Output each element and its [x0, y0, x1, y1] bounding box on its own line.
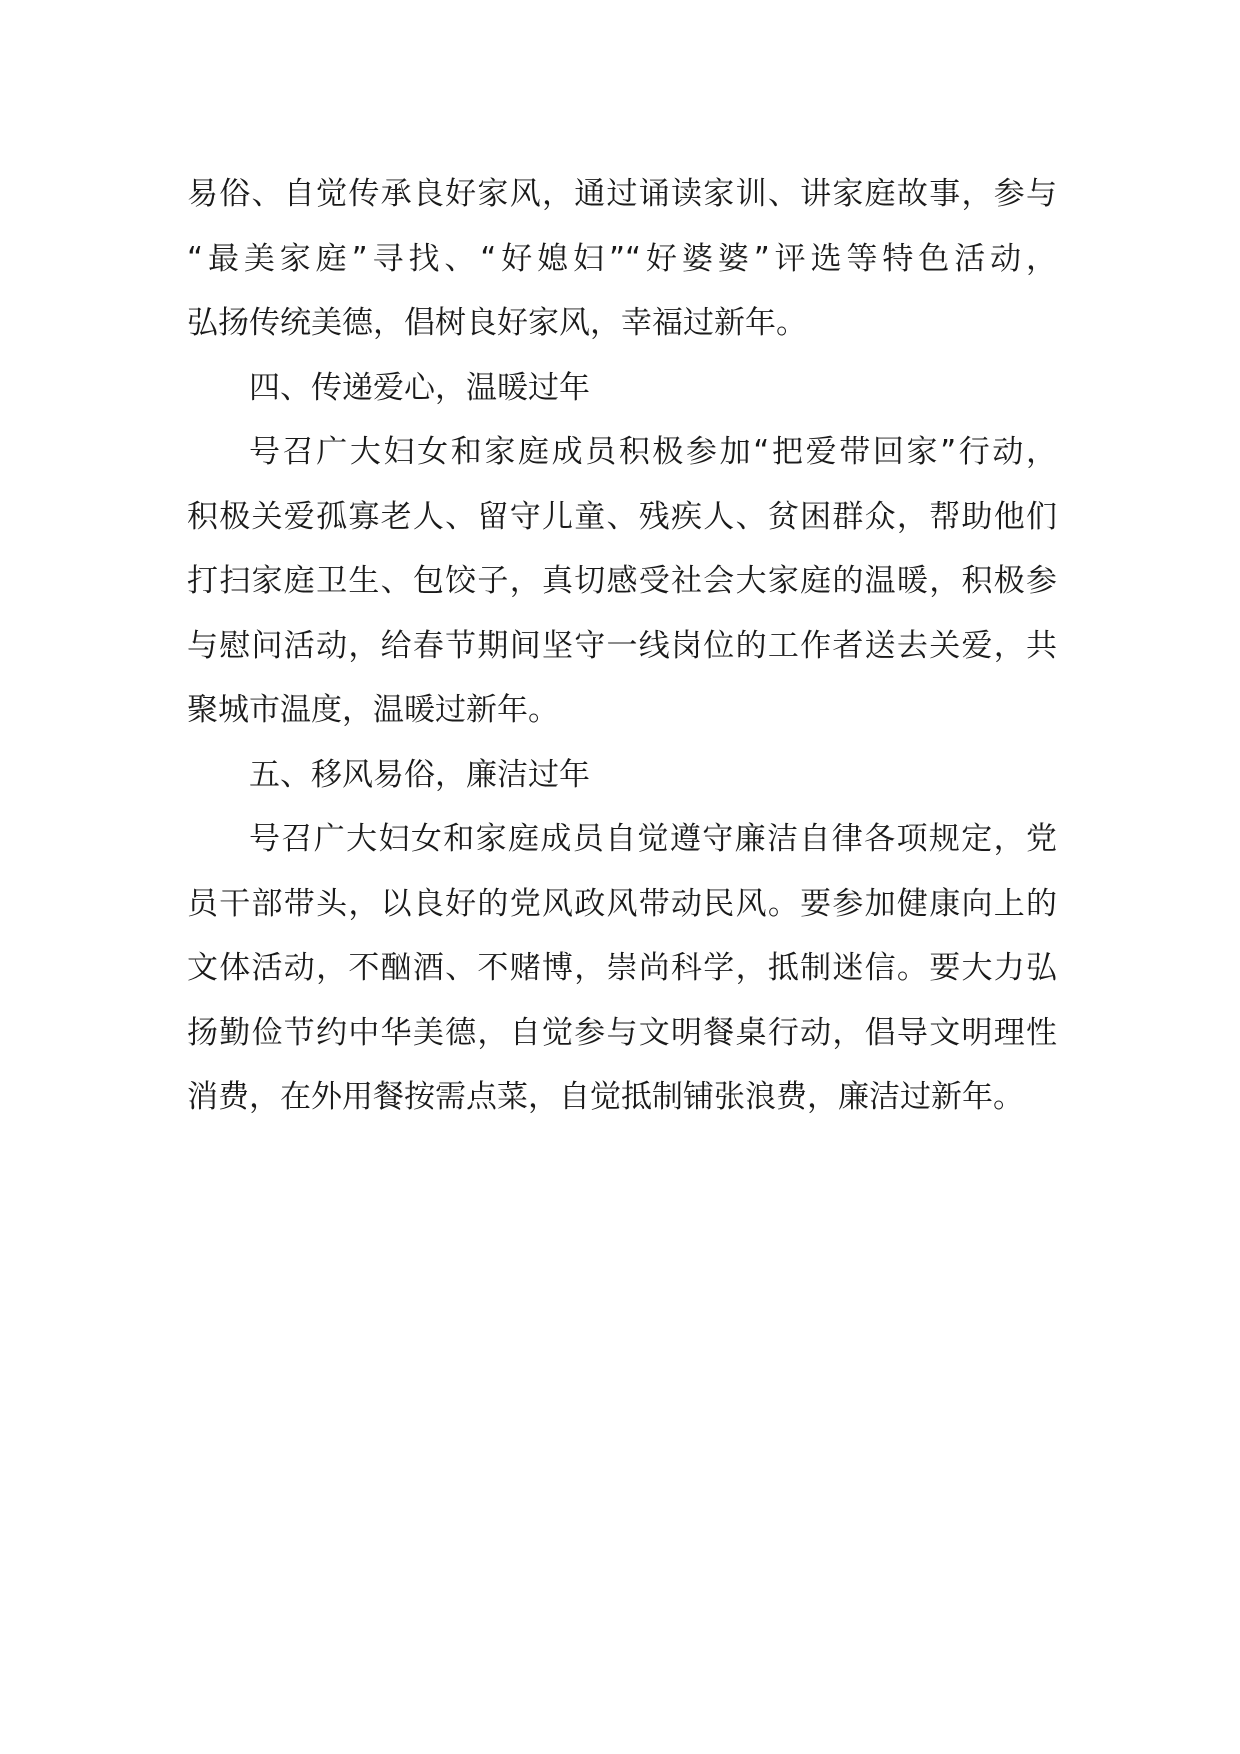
section-heading-5: 五、移风易俗，廉洁过年 — [249, 756, 590, 793]
paragraph-line: 易俗、自觉传承良好家风，通过诵读家训、讲家庭故事，参与 — [187, 176, 1057, 212]
paragraph-line: 文体活动，不酗酒、不赌博，崇尚科学，抵制迷信。要大力弘 — [187, 950, 1057, 986]
paragraph-line: 消费，在外用餐按需点菜，自觉抵制铺张浪费，廉洁过新年。 — [187, 1079, 1024, 1115]
paragraph-line: 聚城市温度，温暖过新年。 — [187, 692, 559, 728]
paragraph-line: 与慰问活动，给春节期间坚守一线岗位的工作者送去关爱，共 — [187, 627, 1057, 664]
paragraph-line: 积极关爱孤寡老人、留守儿童、残疾人、贫困群众，帮助他们 — [187, 498, 1057, 535]
section-heading-4: 四、传递爱心，温暖过年 — [249, 369, 590, 406]
paragraph-line: 扬勤俭节约中华美德，自觉参与文明餐桌行动，倡导文明理性 — [187, 1014, 1057, 1051]
paragraph-line: 弘扬传统美德，倡树良好家风，幸福过新年。 — [187, 305, 807, 341]
paragraph-line: 员干部带头，以良好的党风政风带动民风。要参加健康向上的 — [187, 885, 1057, 922]
paragraph-line: 号召广大妇女和家庭成员积极参加“把爱带回家”行动， — [249, 434, 1057, 470]
paragraph-line: “最美家庭”寻找、“好媳妇”“好婆婆”评选等特色活动， — [187, 240, 1057, 277]
document-body — [187, 162, 1057, 1130]
paragraph-line: 号召广大妇女和家庭成员自觉遵守廉洁自律各项规定，党 — [249, 821, 1057, 857]
paragraph-line: 打扫家庭卫生、包饺子，真切感受社会大家庭的温暖，积极参 — [187, 563, 1057, 599]
